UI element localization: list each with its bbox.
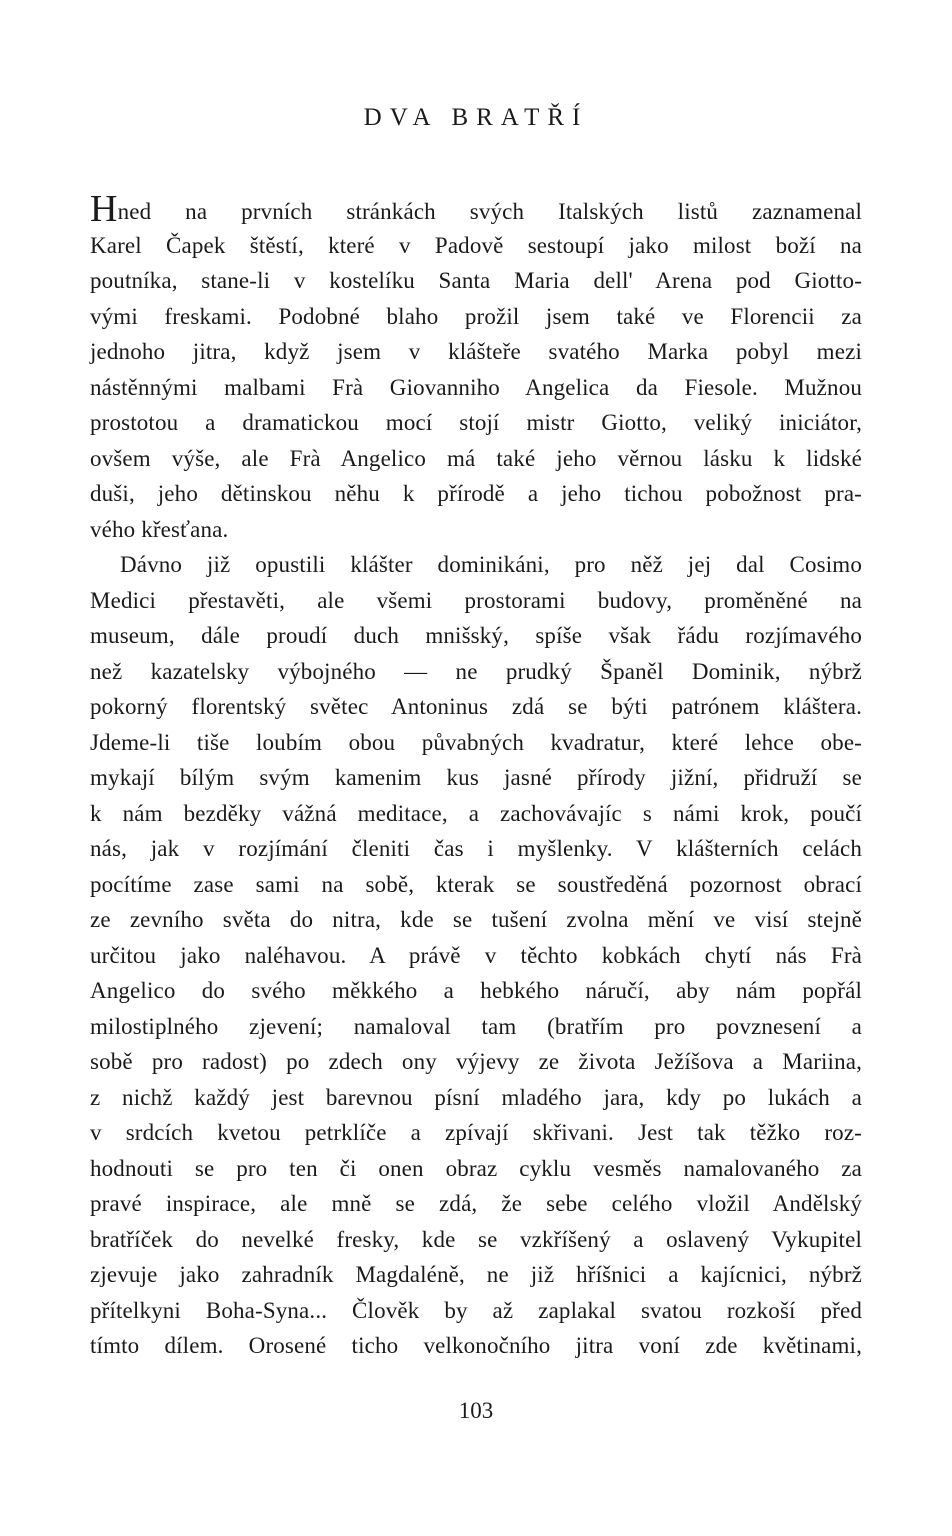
text-line: než kazatelsky výbojného — ne prudký Španěl Dominik, nýbrž (90, 658, 862, 684)
text-line: duši, jeho dětinskou něhu k přírodě a jeho tichou pobožnost pra- (90, 481, 862, 506)
text-line: určitou jako naléhavou. A právě v těchto kobkách chytí nás Frà (90, 942, 862, 968)
body-text (90, 188, 862, 1364)
page-number: 103 (458, 1398, 494, 1423)
text-line: bratříček do nevelké fresky, kde se vzkříšený a oslavený Vykupitel (90, 1226, 862, 1252)
text-line: pocítíme zase sami na sobě, kterak se soustředěná pozornost obrací (90, 871, 862, 897)
text-line: vého křesťana. (90, 516, 229, 542)
text-line: ovšem výše, ale Frà Angelico má také jeho věrnou lásku k lidské (90, 445, 862, 471)
text-line: pokorný florentský světec Antoninus zdá se býti patrónem kláštera. (90, 694, 862, 719)
drop-cap: H (90, 188, 118, 230)
text-line: ze zevního světa do nitra, kde se tušení zvolna mění ve visí stejně (90, 907, 862, 932)
text-line: milostiplného zjevení; namaloval tam (bratřím pro povznesení a (90, 1013, 862, 1039)
text-line: Karel Čapek štěstí, které v Padově sestoupí jako milost boží na (90, 232, 862, 258)
text-line: jednoho jitra, když jsem v klášteře svatého Marka pobyl mezi (90, 339, 862, 364)
text-line: zjevuje jako zahradník Magdaléně, ne již hříšnici a kajícnici, nýbrž (90, 1262, 862, 1287)
text-line (90, 188, 862, 230)
text-line: k nám bezděky vážná meditace, a zachovávajíc s námi krok, poučí (90, 800, 862, 826)
text-line: nástěnnými malbami Frà Giovanniho Angelica da Fiesole. Mužnou (90, 374, 862, 400)
text-line: z nichž každý jest barevnou písní mladého jara, kdy po lukách a (90, 1084, 862, 1110)
text-line: Angelico do svého měkkého a hebkého náručí, aby nám popřál (90, 978, 862, 1003)
text-line: vými freskami. Podobné blaho prožil jsem také ve Florencii za (90, 303, 862, 329)
text-line: Dávno již opustili klášter dominikáni, pro něž jej dal Cosimo (120, 552, 862, 577)
text-line: v srdcích kvetou petrklíče a zpívají skřivani. Jest tak těžko roz- (90, 1120, 862, 1145)
chapter-title: DVA BRATŘÍ (363, 104, 589, 131)
book-page (90, 0, 862, 1536)
text-line: přítelkyni Boha-Syna... Člověk by až zaplakal svatou rozkoší před (90, 1297, 862, 1323)
text-line: Jdeme-li tiše loubím obou půvabných kvadratur, které lehce obe- (90, 729, 862, 755)
text-line: pravé inspirace, ale mně se zdá, že sebe celého vložil Andělský (90, 1191, 862, 1216)
text-line: prostotou a dramatickou mocí stojí mistr Giotto, veliký iniciátor, (90, 410, 862, 435)
text-line: mykají bílým svým kamenim kus jasné přírody jižní, přidruží se (90, 765, 862, 790)
text-line: Medici přestavěti, ale všemi prostorami budovy, proměněné na (90, 587, 862, 613)
text-line: museum, dále proudí duch mnišský, spíše však řádu rozjímavého (90, 623, 862, 648)
text-line: sobě pro radost) po zdech ony výjevy ze života Ježíšova a Mariina, (90, 1049, 862, 1074)
text-line: nás, jak v rozjímání členiti čas i myšlenky. V klášterních celách (90, 836, 862, 861)
text-line: hodnouti se pro ten či onen obraz cyklu vesměs namalovaného za (90, 1155, 862, 1181)
text-line-content: ned na prvních stránkách svých Italských listů zaznamenal (117, 199, 862, 224)
text-line: tímto dílem. Orosené ticho velkonočního jitra voní zde květinami, (90, 1333, 862, 1358)
text-line: poutníka, stane-li v kostelíku Santa Maria dell' Arena pod Giotto- (90, 268, 862, 293)
